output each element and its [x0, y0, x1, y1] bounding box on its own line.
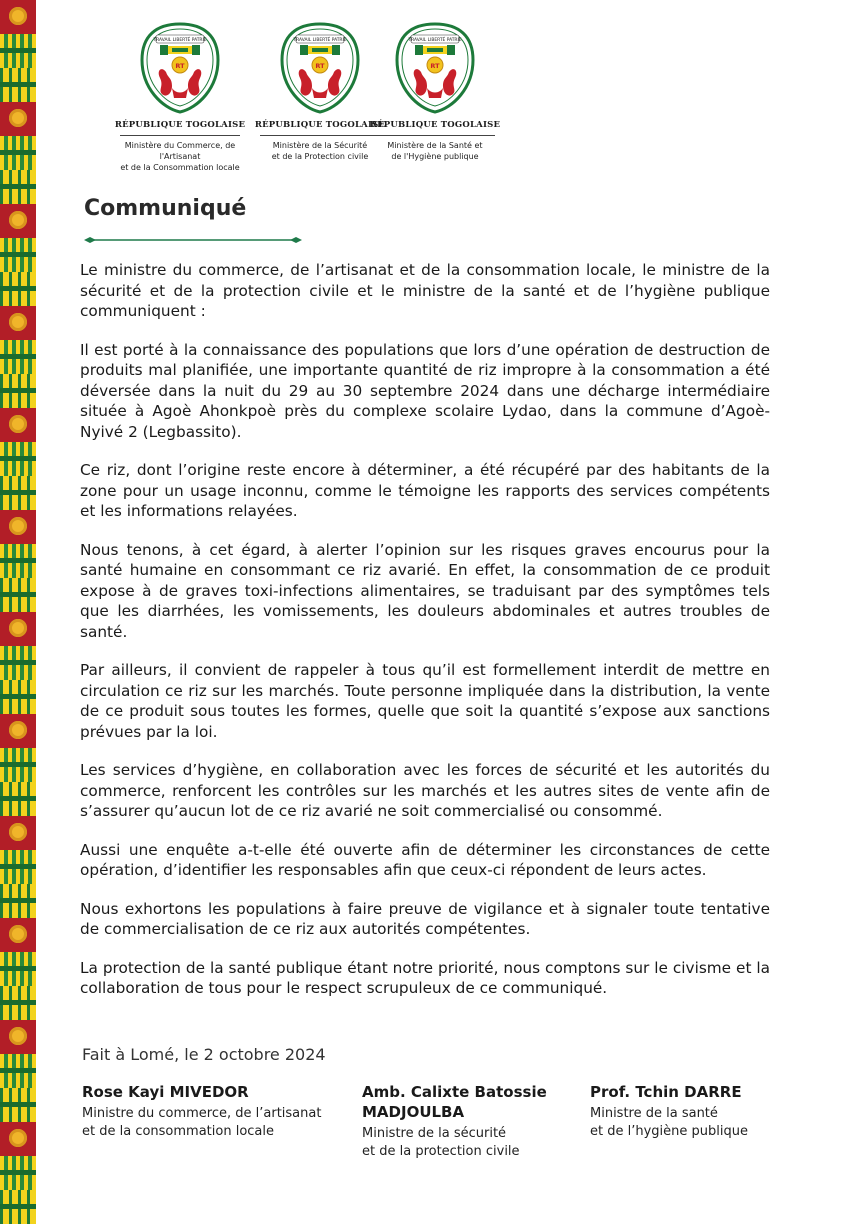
kente-block: [0, 340, 36, 374]
name-line: MADJOULBA: [362, 1103, 465, 1121]
role-line: Ministre du commerce, de l’artisanat: [82, 1106, 322, 1121]
kente-block: [0, 1088, 36, 1122]
paragraph: Les services d’hygiène, en collaboration avec les forces de sécurité et les autorités du commerce, renforcent les contrôles sur les marchés et les autres sites de vente afin de s’assurer qu’aucun lot de ce riz avarié ne soit commercialisé ou consommé.: [80, 761, 770, 820]
paragraph: Il est porté à la connaissance des populations que lors d’une opération de destruction de produits mal planifiée, une importante quantité de riz impropre à la consommation a été déversée dans la nuit du 29 au 30 septembre 2024 dans une décharge intermédiaire située à Agoè Ahonkpoè près du complexe scolaire Lydao, dans la commune d’Agoè-Nyivé 2 (Legbassito).: [80, 340, 770, 441]
signatory-name: Prof. Tchin DARRE: [590, 1083, 742, 1101]
kente-block: [0, 986, 36, 1020]
kente-block: [0, 612, 36, 646]
togo-coat-of-arms-icon: [278, 22, 362, 114]
republic-rule: [375, 135, 495, 136]
republic-rule: [120, 135, 240, 136]
republic-rule: [260, 135, 380, 136]
signatory-role: [362, 1125, 572, 1161]
kente-block: [0, 1190, 36, 1224]
place-date: Fait à Lomé, le 2 octobre 2024: [82, 1045, 326, 1064]
ministry-line: Ministère du Commerce, de l'Artisanat: [124, 141, 236, 161]
kente-block: [0, 850, 36, 884]
signatory-role: [590, 1105, 810, 1141]
kente-block: [0, 884, 36, 918]
kente-block: [0, 714, 36, 748]
kente-block: [0, 680, 36, 714]
kente-block: [0, 34, 36, 68]
kente-block: [0, 476, 36, 510]
kente-border: [0, 0, 36, 1200]
kente-block: [0, 952, 36, 986]
paragraph: Par ailleurs, il convient de rappeler à tous qu’il est formellement interdit de mettre en circulation ce riz sur les marchés. Toute personne impliquée dans la distribution, la vente de ce produit sous toutes les formes, quelle que soit la quantité s’expose aux sanctions prévues par la loi.: [80, 661, 770, 741]
kente-block: [0, 170, 36, 204]
ministry-line: et de la Protection civile: [271, 152, 369, 161]
kente-block: [0, 816, 36, 850]
signatory-name: Rose Kayi MIVEDOR: [82, 1083, 249, 1101]
kente-block: [0, 408, 36, 442]
role-line: et de la protection civile: [362, 1144, 520, 1159]
svg-text:RT: RT: [315, 62, 325, 70]
ministry-name: [110, 140, 250, 173]
kente-block: [0, 204, 36, 238]
kente-block: [0, 442, 36, 476]
ministry-line: Ministère de la Santé et: [387, 141, 483, 150]
signatory-commerce: [82, 1082, 352, 1141]
role-line: et de la consommation locale: [82, 1124, 275, 1139]
ministry-name: [365, 140, 505, 162]
ministry-line: de l'Hygiène publique: [391, 152, 479, 161]
republic-label: RÉPUBLIQUE TOGOLAISE: [254, 120, 386, 130]
republic-label: RÉPUBLIQUE TOGOLAISE: [114, 120, 246, 130]
kente-block: [0, 0, 36, 34]
logo-commerce: [110, 22, 250, 173]
title-divider: [84, 235, 302, 245]
kente-block: [0, 238, 36, 272]
ministry-line: Ministère de la Sécurité: [272, 141, 368, 150]
role-line: et de l’hygiène publique: [590, 1124, 748, 1139]
logo-health: [365, 22, 505, 162]
role-line: Ministre de la santé: [590, 1106, 718, 1121]
role-line: Ministre de la sécurité: [362, 1126, 507, 1141]
kente-block: [0, 544, 36, 578]
kente-block: [0, 102, 36, 136]
signatory-security: [362, 1082, 572, 1161]
kente-block: [0, 1054, 36, 1088]
kente-block: [0, 1122, 36, 1156]
kente-block: [0, 918, 36, 952]
kente-block: [0, 748, 36, 782]
kente-block: [0, 1020, 36, 1054]
kente-block: [0, 646, 36, 680]
svg-text:RT: RT: [175, 62, 185, 70]
togo-coat-of-arms-icon: [138, 22, 222, 114]
kente-block: [0, 272, 36, 306]
svg-text:RT: RT: [430, 62, 440, 70]
ministry-line: et de la Consommation locale: [120, 163, 240, 172]
signatory-name: [362, 1082, 572, 1122]
kente-block: [0, 306, 36, 340]
paragraph: La protection de la santé publique étant notre priorité, nous comptons sur le civisme et la collaboration de tous pour le respect scrupuleux de ce communiqué.: [80, 958, 770, 997]
kente-block: [0, 136, 36, 170]
republic-label: RÉPUBLIQUE TOGOLAISE: [369, 120, 501, 130]
paragraph: Le ministre du commerce, de l’artisanat et de la consommation locale, le ministre de la sécurité et de la protection civile et le ministre de la santé et de l’hygiène publique communiquent :: [80, 261, 770, 320]
name-line: Amb. Calixte Batossie: [362, 1083, 547, 1101]
kente-block: [0, 510, 36, 544]
signatory-role: [82, 1105, 352, 1141]
kente-block: [0, 578, 36, 612]
header-logos: [70, 22, 501, 172]
signatory-health: [590, 1082, 810, 1141]
paragraph: Nous tenons, à cet égard, à alerter l’opinion sur les risques graves encourus pour la santé humaine en consommant ce riz avarié. En effet, la consommation de ce produit expose à de graves toxi-infections alimentaires, se traduisant par des symptômes tels que les diarrhées, les vomissements, les douleurs abdominales et autres troubles de santé.: [80, 540, 770, 641]
kente-block: [0, 374, 36, 408]
kente-block: [0, 68, 36, 102]
paragraph: Nous exhortons les populations à faire preuve de vigilance et à signaler toute tentative de commercialisation de ce riz aux autorités compétentes.: [80, 899, 770, 938]
kente-block: [0, 782, 36, 816]
togo-coat-of-arms-icon: [393, 22, 477, 114]
svg-text:TRAVAIL LIBERTÉ PATRIE: TRAVAIL LIBERTÉ PATRIE: [408, 38, 462, 43]
paragraph: Aussi une enquête a-t-elle été ouverte afin de déterminer les circonstances de cette opération, d’identifier les responsables afin que ceux-ci répondent de leurs actes.: [80, 840, 770, 879]
svg-text:TRAVAIL LIBERTÉ PATRIE: TRAVAIL LIBERTÉ PATRIE: [153, 38, 207, 43]
svg-text:TRAVAIL LIBERTÉ PATRIE: TRAVAIL LIBERTÉ PATRIE: [293, 38, 347, 43]
communique-body: [80, 260, 770, 1017]
page-title: Communiqué: [84, 196, 247, 221]
paragraph: Ce riz, dont l’origine reste encore à déterminer, a été récupéré par des habitants de la zone pour un usage inconnu, comme le témoigne les rapports des services compétents et les informations relayées.: [80, 461, 770, 520]
kente-block: [0, 1156, 36, 1190]
